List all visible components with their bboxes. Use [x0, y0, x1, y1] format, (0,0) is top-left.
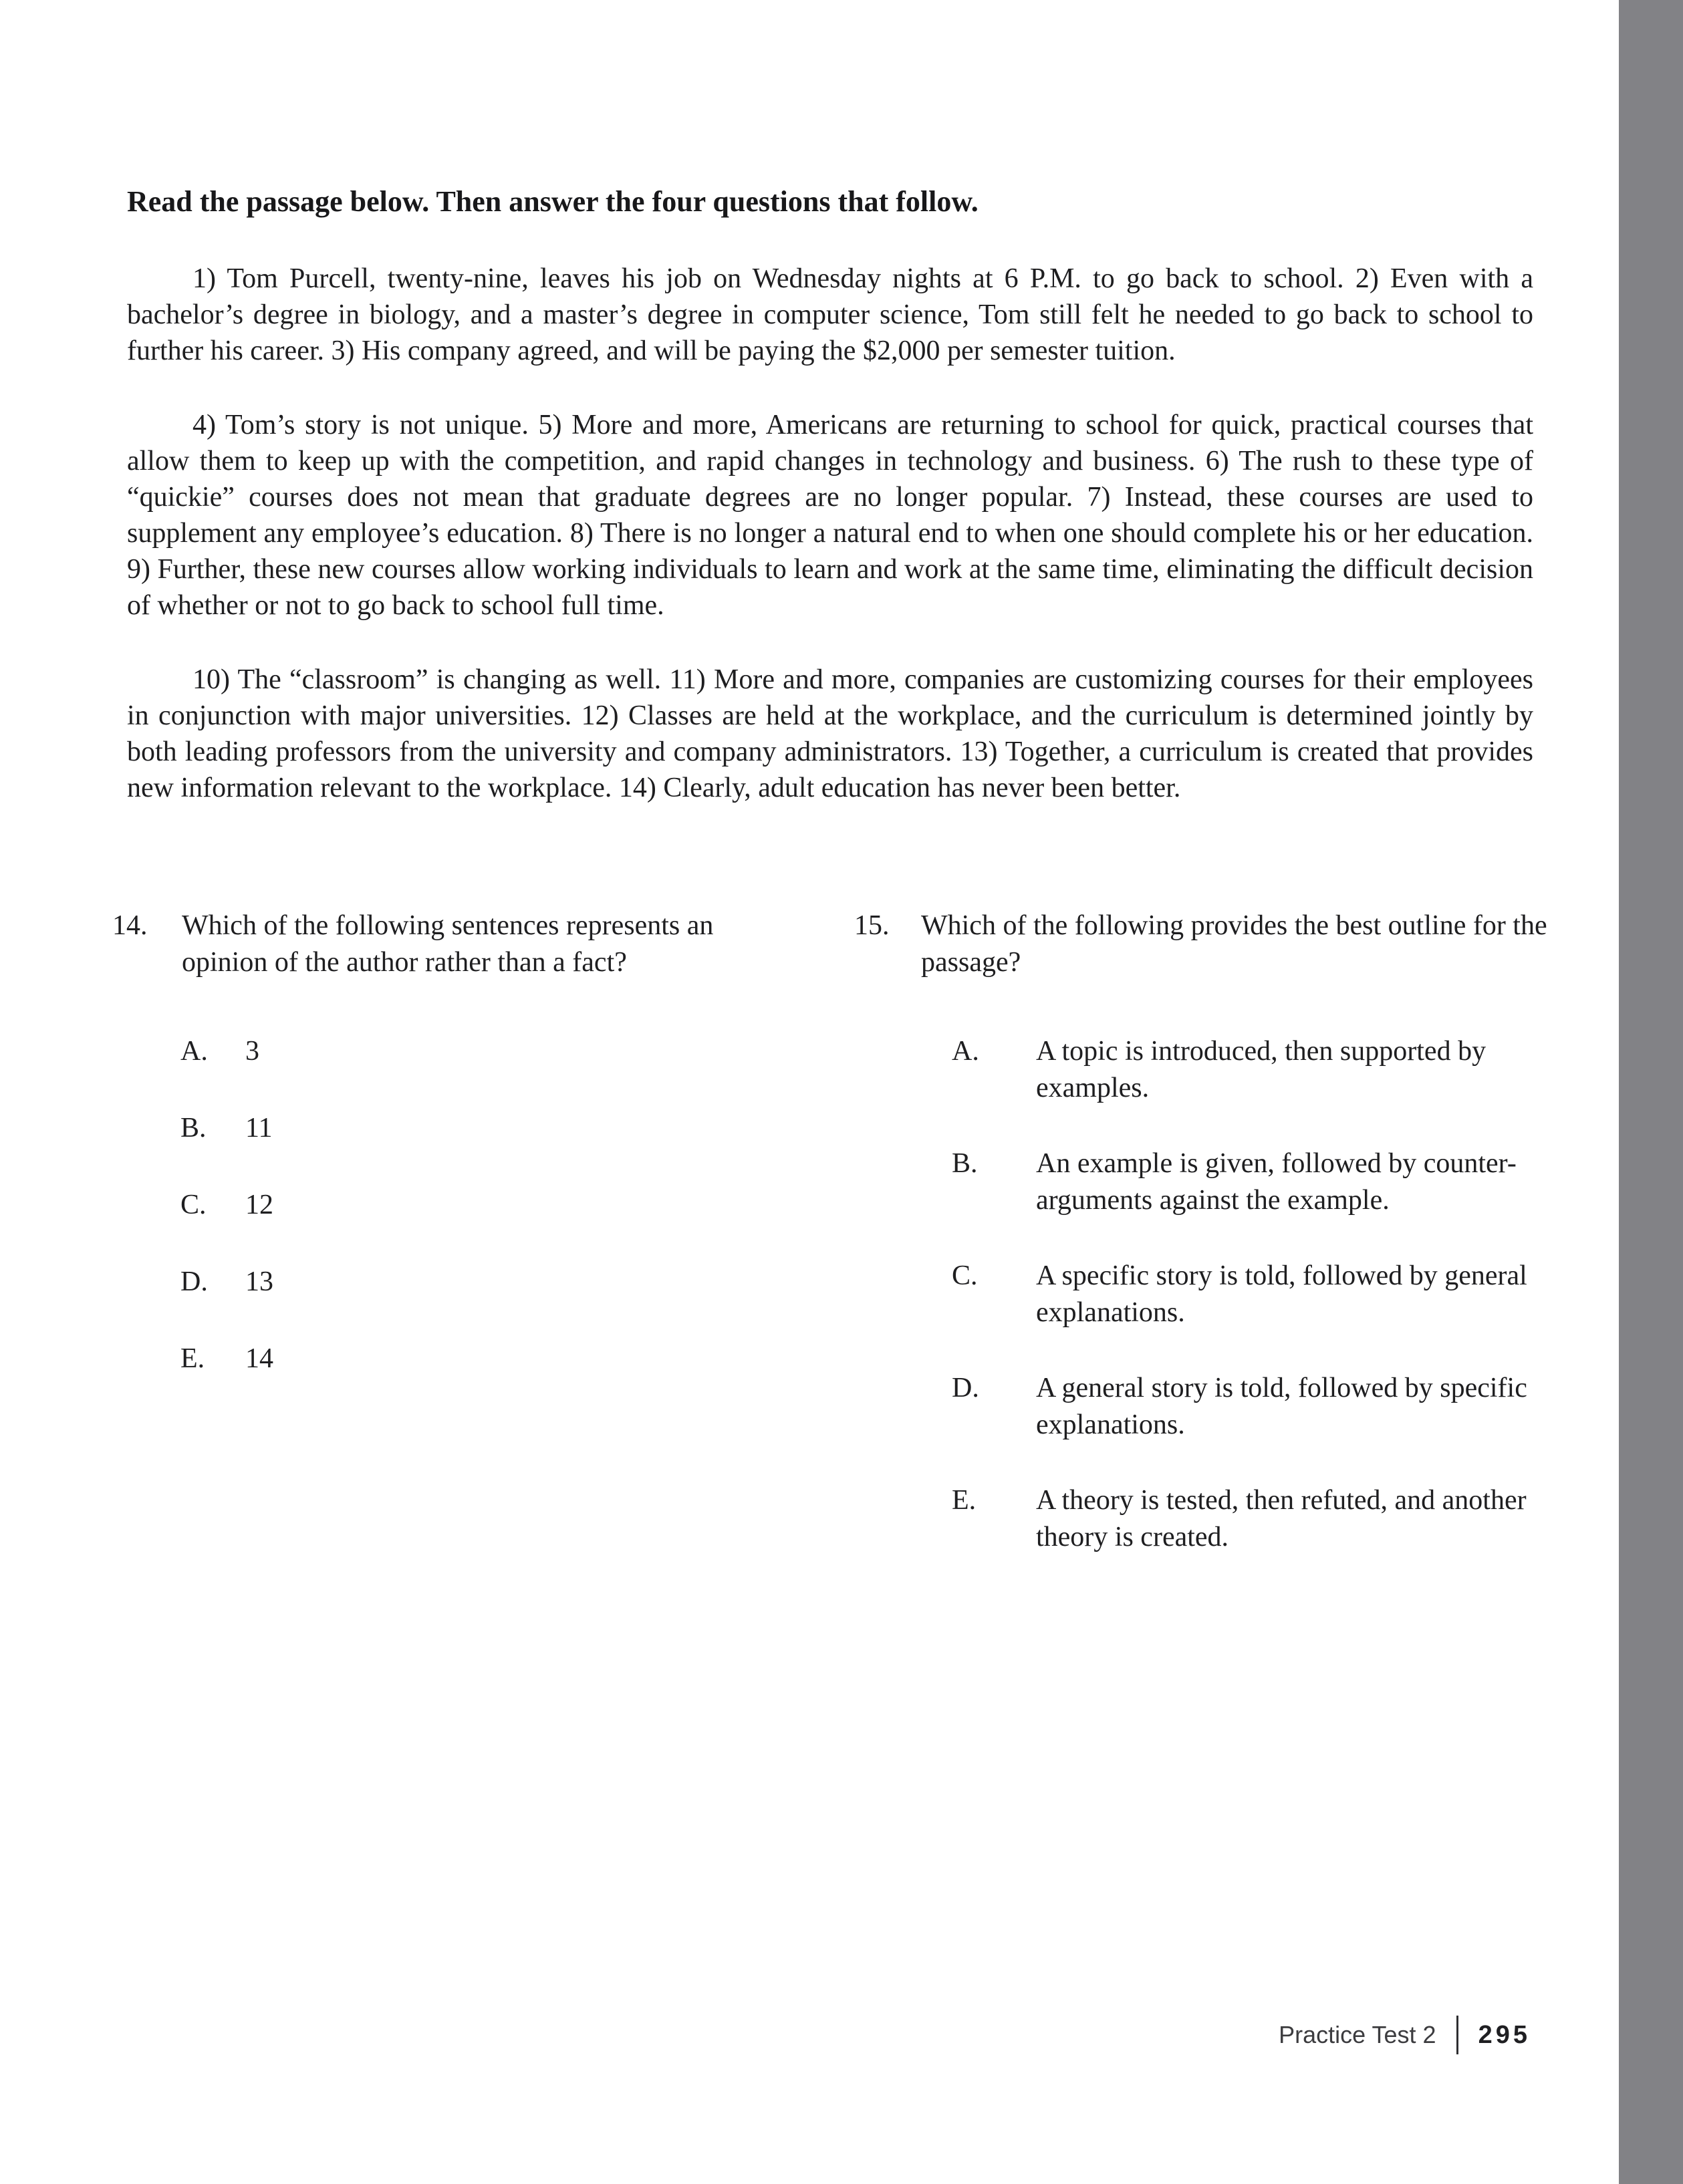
option-letter: E. [180, 1343, 205, 1374]
question-14-text: Which of the following sentences represents an opinion of the author rather than a fact? [182, 910, 714, 978]
question-15 [854, 908, 1563, 1595]
option-text: 14 [245, 1343, 273, 1374]
question-14 [112, 908, 787, 1417]
option-letter: C. [180, 1190, 207, 1220]
question-15-number: 15. [854, 910, 890, 941]
option-row [952, 1482, 1563, 1556]
option-text: 12 [245, 1190, 273, 1220]
option-row [952, 1258, 1563, 1331]
option-row [180, 1110, 787, 1147]
footer-section-label: Practice Test 2 [1279, 2021, 1436, 2048]
option-text: 3 [245, 1036, 259, 1067]
question-14-head [112, 908, 787, 981]
passage-paragraph: 10) The “classroom” is changing as well. 11) More and more, companies are customizing courses for their employees in conjunction with major universities. 12) Classes are held at the workplace, and the curriculum is determined jointly by both leading professors from the university and company administrators. 13) Together, a curriculum is created that provides new information relevant to the workplace. 14) Clearly, adult education has never been better. [127, 664, 1533, 803]
passage-instruction-heading: Read the passage below. Then answer the four questions that follow. [127, 185, 979, 218]
option-letter: E. [952, 1485, 977, 1516]
footer-divider [1456, 2016, 1458, 2054]
option-text: 11 [245, 1113, 273, 1143]
option-row [952, 1145, 1563, 1219]
option-letter: A. [952, 1036, 979, 1067]
question-15-text: Which of the following provides the best outline for the passage? [921, 910, 1547, 978]
option-row [180, 1187, 787, 1224]
option-letter: D. [952, 1373, 979, 1403]
option-row [952, 1033, 1563, 1107]
option-letter: B. [952, 1148, 978, 1179]
question-14-number: 14. [112, 910, 148, 941]
page-footer [1279, 2016, 1531, 2054]
option-text: A theory is tested, then refuted, and another theory is created. [1036, 1485, 1527, 1552]
option-letter: B. [180, 1113, 207, 1143]
option-row [180, 1033, 787, 1070]
option-text: A general story is told, followed by specific explanations. [1036, 1373, 1527, 1440]
passage-paragraph: 4) Tom’s story is not unique. 5) More and more, Americans are returning to school for quick, practical courses that allow them to keep up with the competition, and rapid changes in technology and business. 6) The rush to these type of “quickie” courses does not mean that graduate degrees are no longer popular. 7) Instead, these courses are used to supplement any employee’s education. 8) There is no longer a natural end to when one should complete his or her education. 9) Further, these new courses allow working individuals to learn and work at the same time, eliminating the difficult decision of whether or not to go back to school full time. [127, 410, 1533, 621]
option-row [180, 1264, 787, 1301]
question-15-options [854, 1033, 1563, 1556]
option-text: A specific story is told, followed by general explanations. [1036, 1260, 1527, 1328]
question-15-head [854, 908, 1563, 981]
option-letter: A. [180, 1036, 208, 1067]
question-14-options [112, 1033, 787, 1377]
passage-paragraph: 1) Tom Purcell, twenty-nine, leaves his job on Wednesday nights at 6 P.M. to go back to school. 2) Even with a bachelor’s degree in biology, and a master’s degree in computer science, Tom still felt he needed to go back to school to further his career. 3) His company agreed, and will be paying the $2,000 per semester tuition. [127, 263, 1533, 366]
option-letter: C. [952, 1260, 978, 1291]
option-text: 13 [245, 1266, 273, 1297]
option-text: A topic is introduced, then supported by examples. [1036, 1036, 1486, 1103]
option-row [952, 1370, 1563, 1444]
option-text: An example is given, followed by counter-arguments against the example. [1036, 1148, 1517, 1216]
footer-page-number: 295 [1478, 2020, 1531, 2049]
page-edge-bar [1619, 0, 1683, 2184]
option-row [180, 1341, 787, 1377]
option-letter: D. [180, 1266, 208, 1297]
reading-passage [127, 261, 1533, 806]
